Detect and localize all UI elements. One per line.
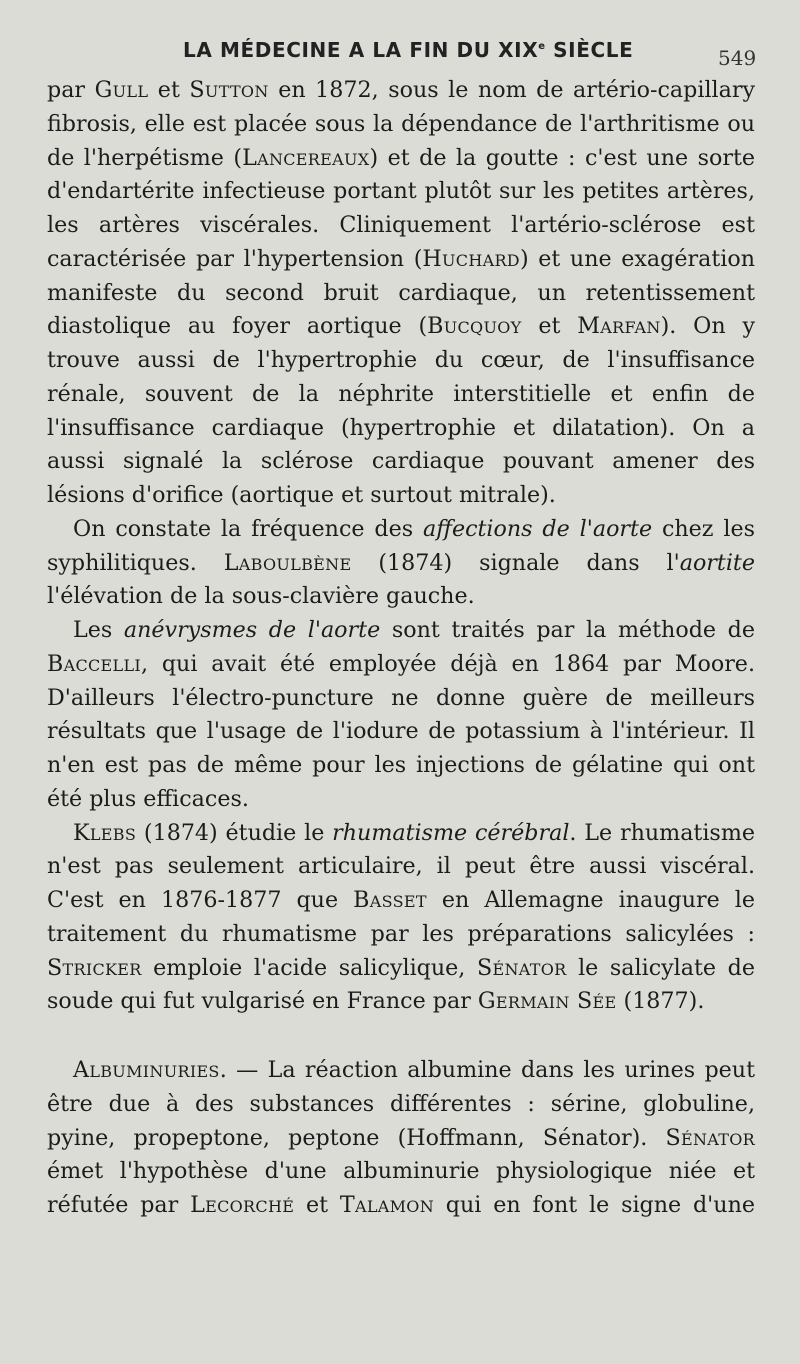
text-run: ). On y trouve aussi de l'hypertrophie du cœur, de l'insuffisance rénale, souvent de la néphrite interstitielle et enfin de l'insuffisance cardiaque (hypertrophie et dilatation). On a aussi signalé la sclérose cardiaque pouvant amener des lésions d'orifice (aortique et surtout mitrale). xyxy=(47,313,755,508)
text-run: (1874) étudie le xyxy=(136,819,333,846)
author-name: Huchard xyxy=(422,245,520,272)
italic-term: affections de l'aorte xyxy=(423,515,653,542)
text-run: On constate la fréquence des xyxy=(73,515,423,542)
paragraph-aorta xyxy=(47,513,755,614)
paragraph-arteriosclerosis xyxy=(47,74,755,513)
text-run: (1877). xyxy=(616,988,705,1015)
author-name: Marfan xyxy=(577,313,661,340)
text-run: émet l'hypothèse d'une albuminurie physiologique niée et réfutée par xyxy=(47,1158,755,1218)
page-header xyxy=(0,38,800,78)
running-title xyxy=(183,38,633,62)
text-run: en 1872, sous le nom de artério-capillary fibrosis, elle est placée sous la dépendance de l'arthritisme ou de l'herpétisme ( xyxy=(47,77,756,171)
author-name: Sénator xyxy=(476,954,567,981)
text-run: ) et de la goutte : c'est une sorte d'endartérite infectieuse portant plutôt sur les petites artères, les artères viscérales. Cliniquement l'artério-sclérose est caractérisée par l'hypertension ( xyxy=(47,144,755,272)
author-name: Sénator xyxy=(665,1124,755,1151)
running-title-end: SIÈCLE xyxy=(545,38,634,62)
author-name: Laboulbène xyxy=(223,549,352,576)
paragraph-aneurysms xyxy=(47,614,755,817)
page-number: 549 xyxy=(718,46,757,70)
author-name: Baccelli xyxy=(47,650,141,677)
text-run: , qui avait été employée déjà en 1864 par Moore. D'ailleurs l'électro-puncture ne donne guère de meilleurs résultats que l'usage de l'iodure de potassium à l'intérieur. Il n'en est pas de même pour les injections de gélatine qui ont été plus efficaces. xyxy=(47,650,755,812)
author-name: Sutton xyxy=(189,77,269,103)
text-run: et xyxy=(294,1192,340,1218)
author-name: Lecorché xyxy=(190,1192,295,1218)
text-run: qui en font le signe d'une xyxy=(434,1192,755,1218)
paragraph-albuminuries xyxy=(47,1054,755,1223)
italic-term: aortite xyxy=(679,549,755,576)
author-name: Lancereaux xyxy=(242,144,370,171)
text-run: emploie l'acide salicylique, xyxy=(141,954,477,981)
text-run: . Le rhumatisme n'est pas seulement articulaire, il peut être aussi viscéral. C'est en 1876-1877 que xyxy=(47,819,755,913)
text-run: ) et une exagération manifeste du second bruit cardiaque, un retentissement diastolique au foyer aortique ( xyxy=(47,245,755,340)
text-run: . — La réaction albumine dans les urines peut être due à des substances différentes : sérine, globuline, pyine, propeptone, peptone (Hoffmann, Sénator). xyxy=(47,1057,755,1151)
text-run: et xyxy=(148,77,190,103)
italic-term: rhumatisme cérébral xyxy=(332,819,570,846)
running-title-text: LA MÉDECINE A LA FIN DU XIX xyxy=(183,38,539,62)
text-run: l'élévation de la sous-clavière gauche. xyxy=(47,583,475,610)
section-heading: Albuminuries xyxy=(73,1057,220,1083)
text-run: sont traités par la méthode de xyxy=(380,617,756,643)
author-name: Klebs xyxy=(73,819,137,846)
author-name: Bucquoy xyxy=(427,313,522,340)
author-name: Stricker xyxy=(47,954,142,981)
text-run: et xyxy=(521,313,578,340)
text-run: Les xyxy=(73,617,124,643)
author-name: Basset xyxy=(353,887,427,913)
author-name: Talamon xyxy=(339,1192,434,1218)
section-gap xyxy=(47,1019,755,1054)
body-text xyxy=(47,74,755,1223)
text-run: (1874) signale dans l' xyxy=(351,549,680,576)
italic-term: anévrysmes de l'aorte xyxy=(123,617,381,643)
running-title-sup: e xyxy=(538,41,546,52)
author-name: Germain Sée xyxy=(477,988,617,1015)
paragraph-rheumatism xyxy=(47,817,755,1020)
text-run: par xyxy=(47,77,95,103)
text-run: chez les syphilitiques. xyxy=(47,515,755,576)
text-run: en Allemagne inaugure le traitement du rhumatisme par les préparations salicylées : xyxy=(47,887,755,947)
author-name: Gull xyxy=(94,77,149,103)
text-run: le salicylate de soude qui fut vulgarisé en France par xyxy=(47,954,755,1015)
